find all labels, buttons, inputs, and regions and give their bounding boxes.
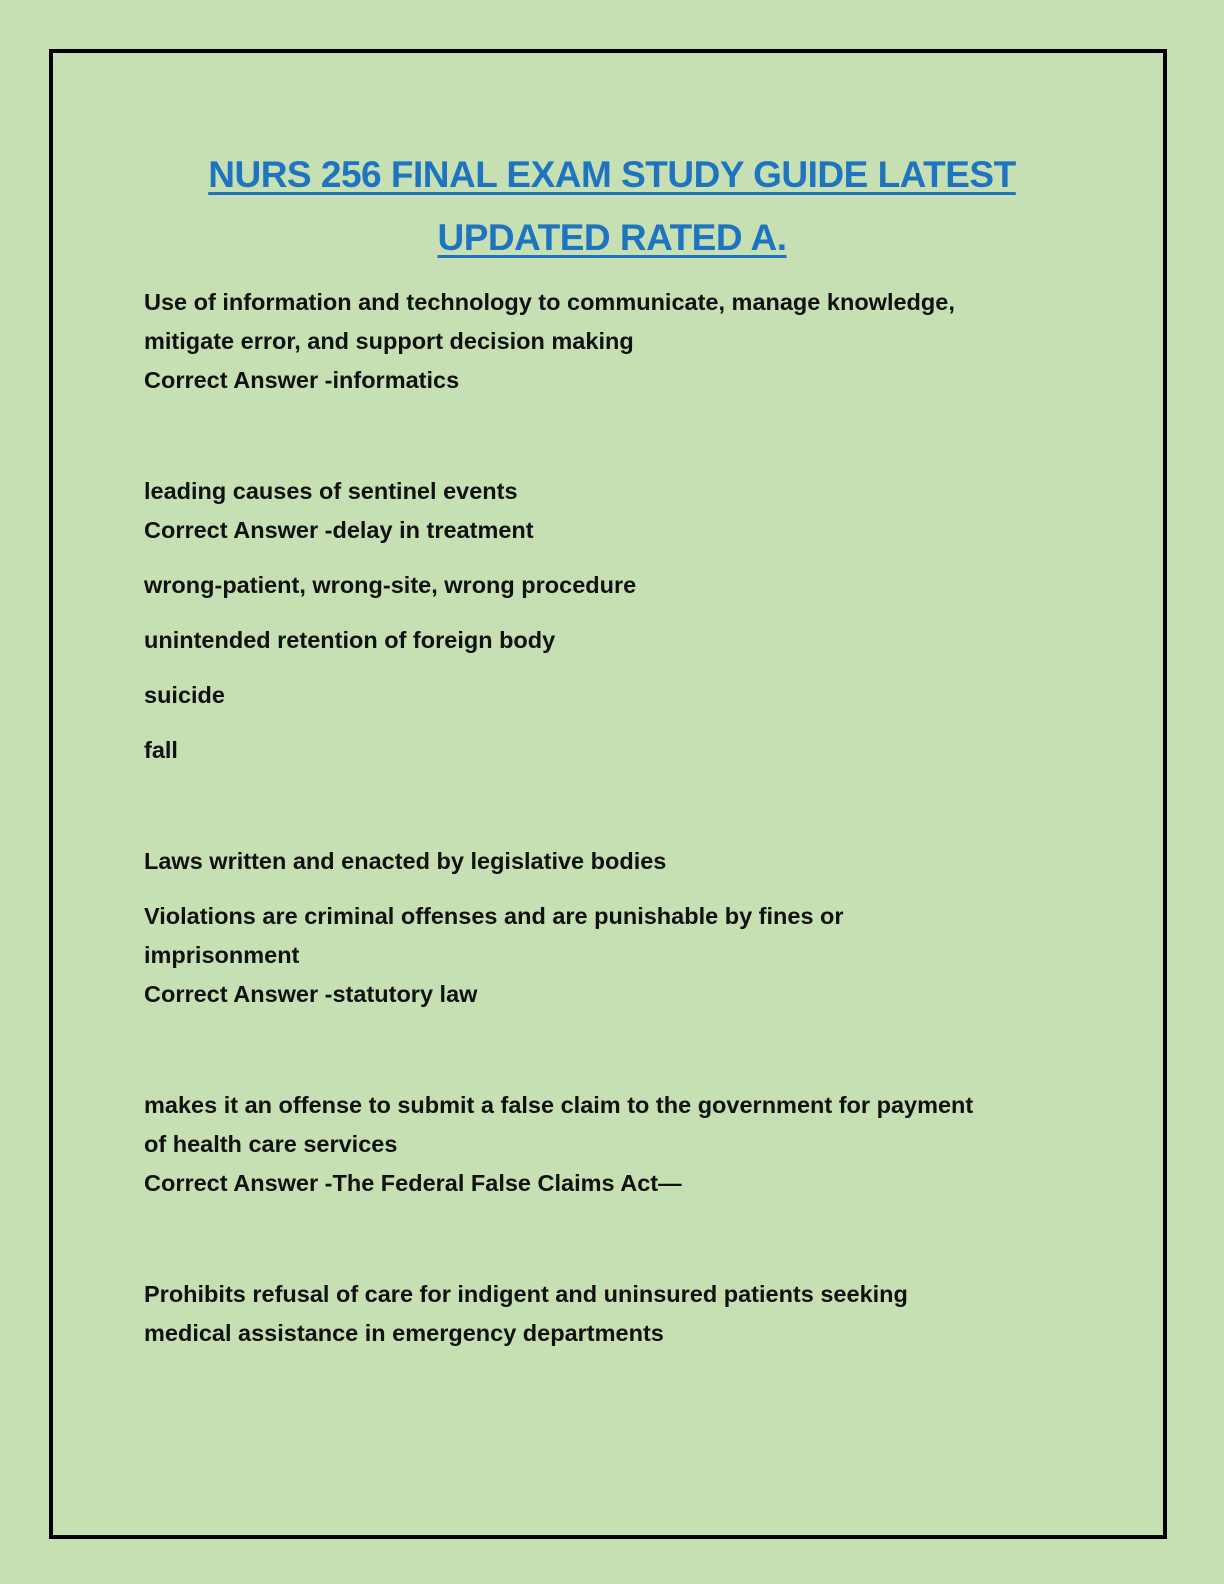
- answer-1: Correct Answer -informatics: [144, 367, 460, 393]
- question-4-line-2: of health care services: [144, 1131, 398, 1157]
- document-title: [0, 143, 1224, 269]
- question-1-line-2: mitigate error, and support decision making: [144, 328, 634, 354]
- question-3-line-3: imprisonment: [144, 942, 300, 968]
- spacer: [144, 550, 1084, 566]
- title-line-1: NURS 256 FINAL EXAM STUDY GUIDE LATEST: [208, 154, 1016, 195]
- question-3-line-2: Violations are criminal offenses and are punishable by fines or: [144, 903, 844, 929]
- spacer: [144, 1203, 1084, 1275]
- spacer: [144, 400, 1084, 472]
- question-5-line-1: Prohibits refusal of care for indigent and uninsured patients seeking: [144, 1281, 908, 1307]
- spacer: [144, 605, 1084, 621]
- answer-2-item: wrong-patient, wrong-site, wrong procedure: [144, 572, 637, 598]
- answer-2-item: unintended retention of foreign body: [144, 627, 556, 653]
- answer-3: Correct Answer -statutory law: [144, 981, 478, 1007]
- question-1-line-1: Use of information and technology to communicate, manage knowledge,: [144, 289, 955, 315]
- answer-2-item: suicide: [144, 682, 225, 708]
- spacer: [144, 1014, 1084, 1086]
- spacer: [144, 770, 1084, 842]
- answer-4: Correct Answer -The Federal False Claims Act—: [144, 1170, 682, 1196]
- question-2-line-1: leading causes of sentinel events: [144, 478, 518, 504]
- title-line-2: UPDATED RATED A.: [437, 217, 787, 258]
- study-guide-content: [144, 283, 1084, 1353]
- spacer: [144, 660, 1084, 676]
- spacer: [144, 715, 1084, 731]
- question-4-line-1: makes it an offense to submit a false claim to the government for payment: [144, 1092, 974, 1118]
- answer-2-item: fall: [144, 737, 178, 763]
- question-3-line-1: Laws written and enacted by legislative bodies: [144, 848, 667, 874]
- answer-2: Correct Answer -delay in treatment: [144, 517, 534, 543]
- question-5-line-2: medical assistance in emergency departments: [144, 1320, 664, 1346]
- spacer: [144, 881, 1084, 897]
